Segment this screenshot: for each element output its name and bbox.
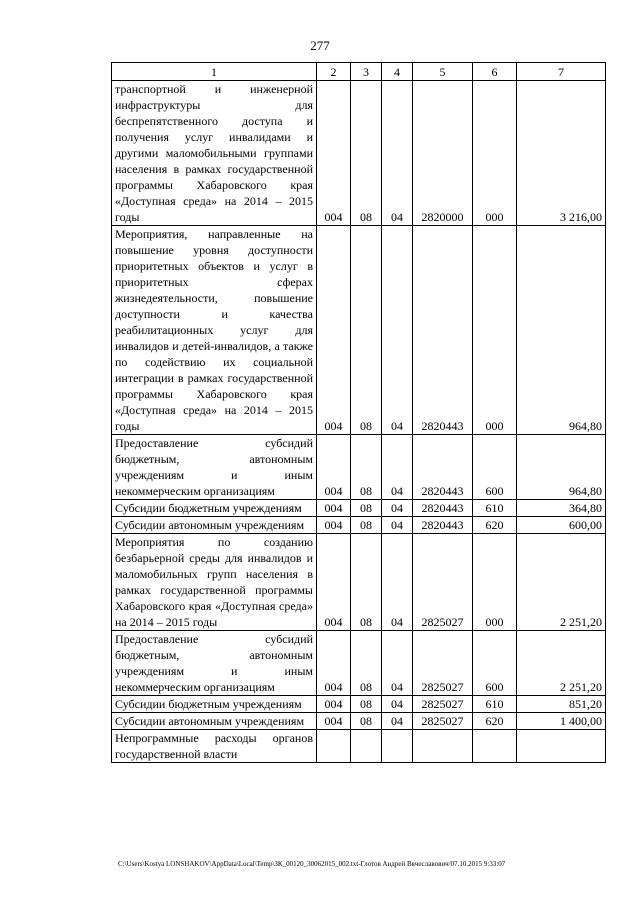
expense-name-cell: транспортной и инженерной инфраструктуры для беспрепятственного доступа и получения услуг инвалидами и другими маломобильными группами населения в рамках государственной программы Хабаровского края «Доступная среда» на 2014 – 2015 годы <box>112 81 317 226</box>
table-row <box>112 730 606 763</box>
expense-type-cell: 610 <box>473 696 517 713</box>
expense-name-cell: Субсидии автономным учреждениям <box>112 517 317 534</box>
subsection-code-cell: 04 <box>382 226 413 435</box>
column-header: 2 <box>317 63 351 81</box>
amount-cell: 1 400,00 <box>517 713 606 730</box>
amount-cell: 2 251,20 <box>517 534 606 631</box>
ministry-code-cell <box>317 730 351 763</box>
amount-cell <box>517 730 606 763</box>
section-code-cell: 08 <box>351 696 382 713</box>
section-code-cell: 08 <box>351 631 382 696</box>
table-row <box>112 226 606 435</box>
target-article-cell: 2820443 <box>413 226 473 435</box>
expense-type-cell: 000 <box>473 81 517 226</box>
subsection-code-cell: 04 <box>382 81 413 226</box>
section-code-cell: 08 <box>351 500 382 517</box>
expense-name-cell: Мероприятия по созданию безбарьерной среды для инвалидов и маломобильных групп населения в рамках государственной программы Хабаровского края «Доступная среда» на 2014 – 2015 годы <box>112 534 317 631</box>
budget-table <box>111 62 606 763</box>
expense-name-cell: Мероприятия, направленные на повышение уровня доступности приоритетных объектов и услуг в приоритетных сферах жизнедеятельности, повышение доступности и качества реабилитационных услуг для инвалидов и детей-инвалидов, а также по содействию их социальной интеграции в рамках государственной программы Хабаровского края «Доступная среда» на 2014 – 2015 годы <box>112 226 317 435</box>
expense-type-cell: 000 <box>473 534 517 631</box>
column-header: 6 <box>473 63 517 81</box>
target-article-cell: 2825027 <box>413 713 473 730</box>
table-row <box>112 500 606 517</box>
subsection-code-cell <box>382 730 413 763</box>
amount-cell: 364,80 <box>517 500 606 517</box>
expense-name-cell: Непрограммные расходы органов государственной власти <box>112 730 317 763</box>
subsection-code-cell: 04 <box>382 517 413 534</box>
amount-cell: 851,20 <box>517 696 606 713</box>
expense-type-cell: 620 <box>473 713 517 730</box>
expense-type-cell: 000 <box>473 226 517 435</box>
page-number: 277 <box>310 38 330 53</box>
ministry-code-cell: 004 <box>317 517 351 534</box>
target-article-cell: 2825027 <box>413 534 473 631</box>
target-article-cell: 2820000 <box>413 81 473 226</box>
table-row <box>112 435 606 500</box>
table-row <box>112 517 606 534</box>
subsection-code-cell: 04 <box>382 534 413 631</box>
section-code-cell: 08 <box>351 534 382 631</box>
target-article-cell: 2825027 <box>413 696 473 713</box>
column-header: 7 <box>517 63 606 81</box>
expense-type-cell: 600 <box>473 435 517 500</box>
amount-cell: 964,80 <box>517 226 606 435</box>
amount-cell: 3 216,00 <box>517 81 606 226</box>
amount-cell: 2 251,20 <box>517 631 606 696</box>
ministry-code-cell: 004 <box>317 81 351 226</box>
expense-type-cell <box>473 730 517 763</box>
target-article-cell: 2820443 <box>413 500 473 517</box>
expense-name-cell: Субсидии автономным учреждениям <box>112 713 317 730</box>
ministry-code-cell: 004 <box>317 500 351 517</box>
ministry-code-cell: 004 <box>317 435 351 500</box>
expense-name-cell: Предоставление субсидий бюджетным, автономным учреждениям и иным некоммерческим организациям <box>112 435 317 500</box>
table-row <box>112 696 606 713</box>
table-row <box>112 534 606 631</box>
expense-name-cell: Предоставление субсидий бюджетным, автономным учреждениям и иным некоммерческим организациям <box>112 631 317 696</box>
section-code-cell: 08 <box>351 713 382 730</box>
subsection-code-cell: 04 <box>382 500 413 517</box>
amount-cell: 964,80 <box>517 435 606 500</box>
section-code-cell <box>351 730 382 763</box>
table-row <box>112 713 606 730</box>
table-row <box>112 631 606 696</box>
column-header: 3 <box>351 63 382 81</box>
section-code-cell: 08 <box>351 517 382 534</box>
subsection-code-cell: 04 <box>382 696 413 713</box>
target-article-cell: 2820443 <box>413 517 473 534</box>
ministry-code-cell: 004 <box>317 696 351 713</box>
expense-type-cell: 600 <box>473 631 517 696</box>
column-header: 5 <box>413 63 473 81</box>
expense-name-cell: Субсидии бюджетным учреждениям <box>112 696 317 713</box>
subsection-code-cell: 04 <box>382 713 413 730</box>
section-code-cell: 08 <box>351 81 382 226</box>
ministry-code-cell: 004 <box>317 631 351 696</box>
expense-type-cell: 620 <box>473 517 517 534</box>
ministry-code-cell: 004 <box>317 226 351 435</box>
subsection-code-cell: 04 <box>382 631 413 696</box>
target-article-cell <box>413 730 473 763</box>
table-row <box>112 81 606 226</box>
file-path-footer: C:\Users\Kostya LONSHAKOV\AppData\Local\Temp\ЗК_00120_30062015_002.txt-Глотов Андрей Вячеславович/07.10.2015 9:33:07 <box>118 860 506 868</box>
expense-name-cell: Субсидии бюджетным учреждениям <box>112 500 317 517</box>
target-article-cell: 2820443 <box>413 435 473 500</box>
subsection-code-cell: 04 <box>382 435 413 500</box>
target-article-cell: 2825027 <box>413 631 473 696</box>
amount-cell: 600,00 <box>517 517 606 534</box>
section-code-cell: 08 <box>351 226 382 435</box>
column-header: 1 <box>112 63 317 81</box>
section-code-cell: 08 <box>351 435 382 500</box>
ministry-code-cell: 004 <box>317 713 351 730</box>
column-header: 4 <box>382 63 413 81</box>
table-header-row <box>112 63 606 81</box>
ministry-code-cell: 004 <box>317 534 351 631</box>
expense-type-cell: 610 <box>473 500 517 517</box>
